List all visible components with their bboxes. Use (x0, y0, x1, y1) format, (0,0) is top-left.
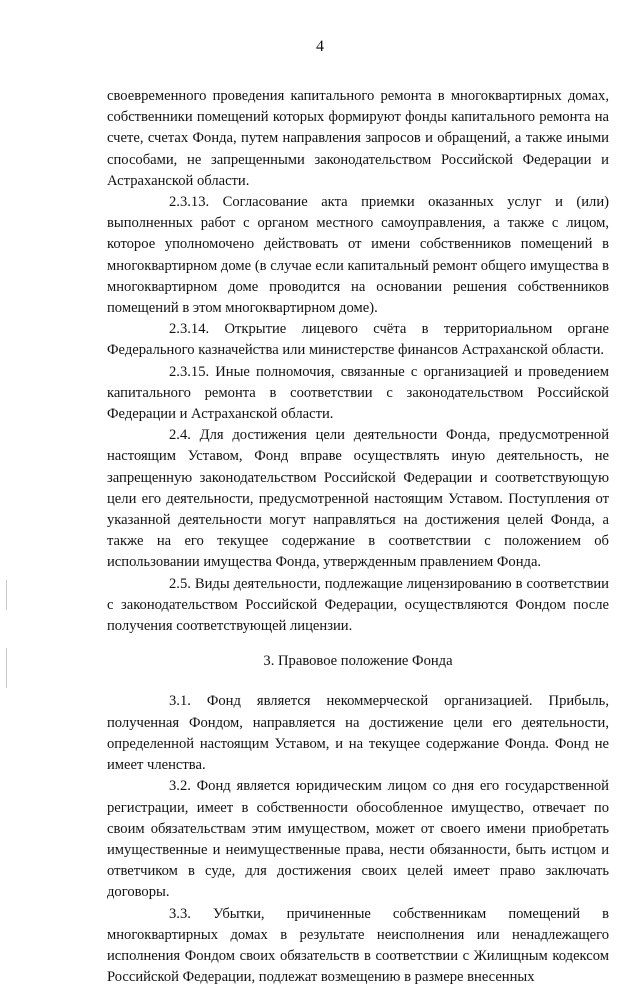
paragraph-2-5: 2.5. Виды деятельности, подлежащие лицензированию в соответствии с законодательством Российской Федерации, осуществляются Фондом после получения соответствующей лицензии. (107, 575, 609, 635)
page-number: 4 (316, 38, 324, 55)
paragraph-3-3: 3.3. Убытки, причиненные собственникам помещений в многоквартирных домах в результате неисполнения или ненадлежащего исполнения Фондом своих обязательств в соответствии с Жилищным кодексом Российской Федерации, подлежат возмещению в размере внесенных (107, 905, 609, 986)
paragraph-2-3-14: 2.3.14. Открытие лицевого счёта в территориальном органе Федерального казначейства или министерстве финансов Астраханской области. (107, 321, 609, 359)
scan-edge-mark (6, 648, 7, 688)
paragraph-2-3-13: 2.3.13. Согласование акта приемки оказанных услуг и (или) выполненных работ с органом местного самоуправления, а также с лицом, которое уполномочено действовать от имени собственников помещений в многоквартирном доме (в случае если капитальный ремонт общего имущества в многоквартирном доме проводится на основании решения собственников помещений в этом многоквартирном доме). (107, 194, 609, 317)
paragraph-2-3-15: 2.3.15. Иные полномочия, связанные с организацией и проведением капитального ремонта в соответствии с законодательством Российской Федерации и Астраханской области. (107, 363, 609, 423)
scan-edge-mark (6, 580, 7, 610)
document-body (107, 86, 609, 988)
paragraph-3-1: 3.1. Фонд является некоммерческой организацией. Прибыль, полученная Фондом, направляется на достижение цели его деятельности, определенной настоящим Уставом, и на текущее содержание Фонда. Фонд не имеет членства. (107, 693, 609, 774)
paragraph-3-2: 3.2. Фонд является юридическим лицом со дня его государственной регистрации, имеет в собственности обособленное имущество, отвечает по своим обязательствам этим имуществом, может от своего имени приобретать имущественные и неимущественные права, нести обязанности, быть истцом и ответчиком в суде, для достижения своих целей имеет право заключать договоры. (107, 778, 609, 901)
paragraph-continuation: своевременного проведения капитального ремонта в многоквартирных домах, собственники помещений которых формируют фонды капитального ремонта на счете, счетах Фонда, путем направления запросов и обращений, а также иными способами, не запрещенными законодательством Российской Федерации и Астраханской области. (107, 88, 609, 189)
section-heading: 3. Правовое положение Фонда (263, 653, 453, 670)
paragraph-2-4: 2.4. Для достижения цели деятельности Фонда, предусмотренной настоящим Уставом, Фонд вправе осуществлять иную деятельность, не запрещенную законодательством Российской Федерации и соответствующую цели его деятельности, предусмотренной настоящим Уставом. Поступления от указанной деятельности могут направляться на достижения целей Фонда, а также на его текущее содержание в соответствии с положением об использовании имущества Фонда, утвержденным правлением Фонда. (107, 427, 609, 571)
